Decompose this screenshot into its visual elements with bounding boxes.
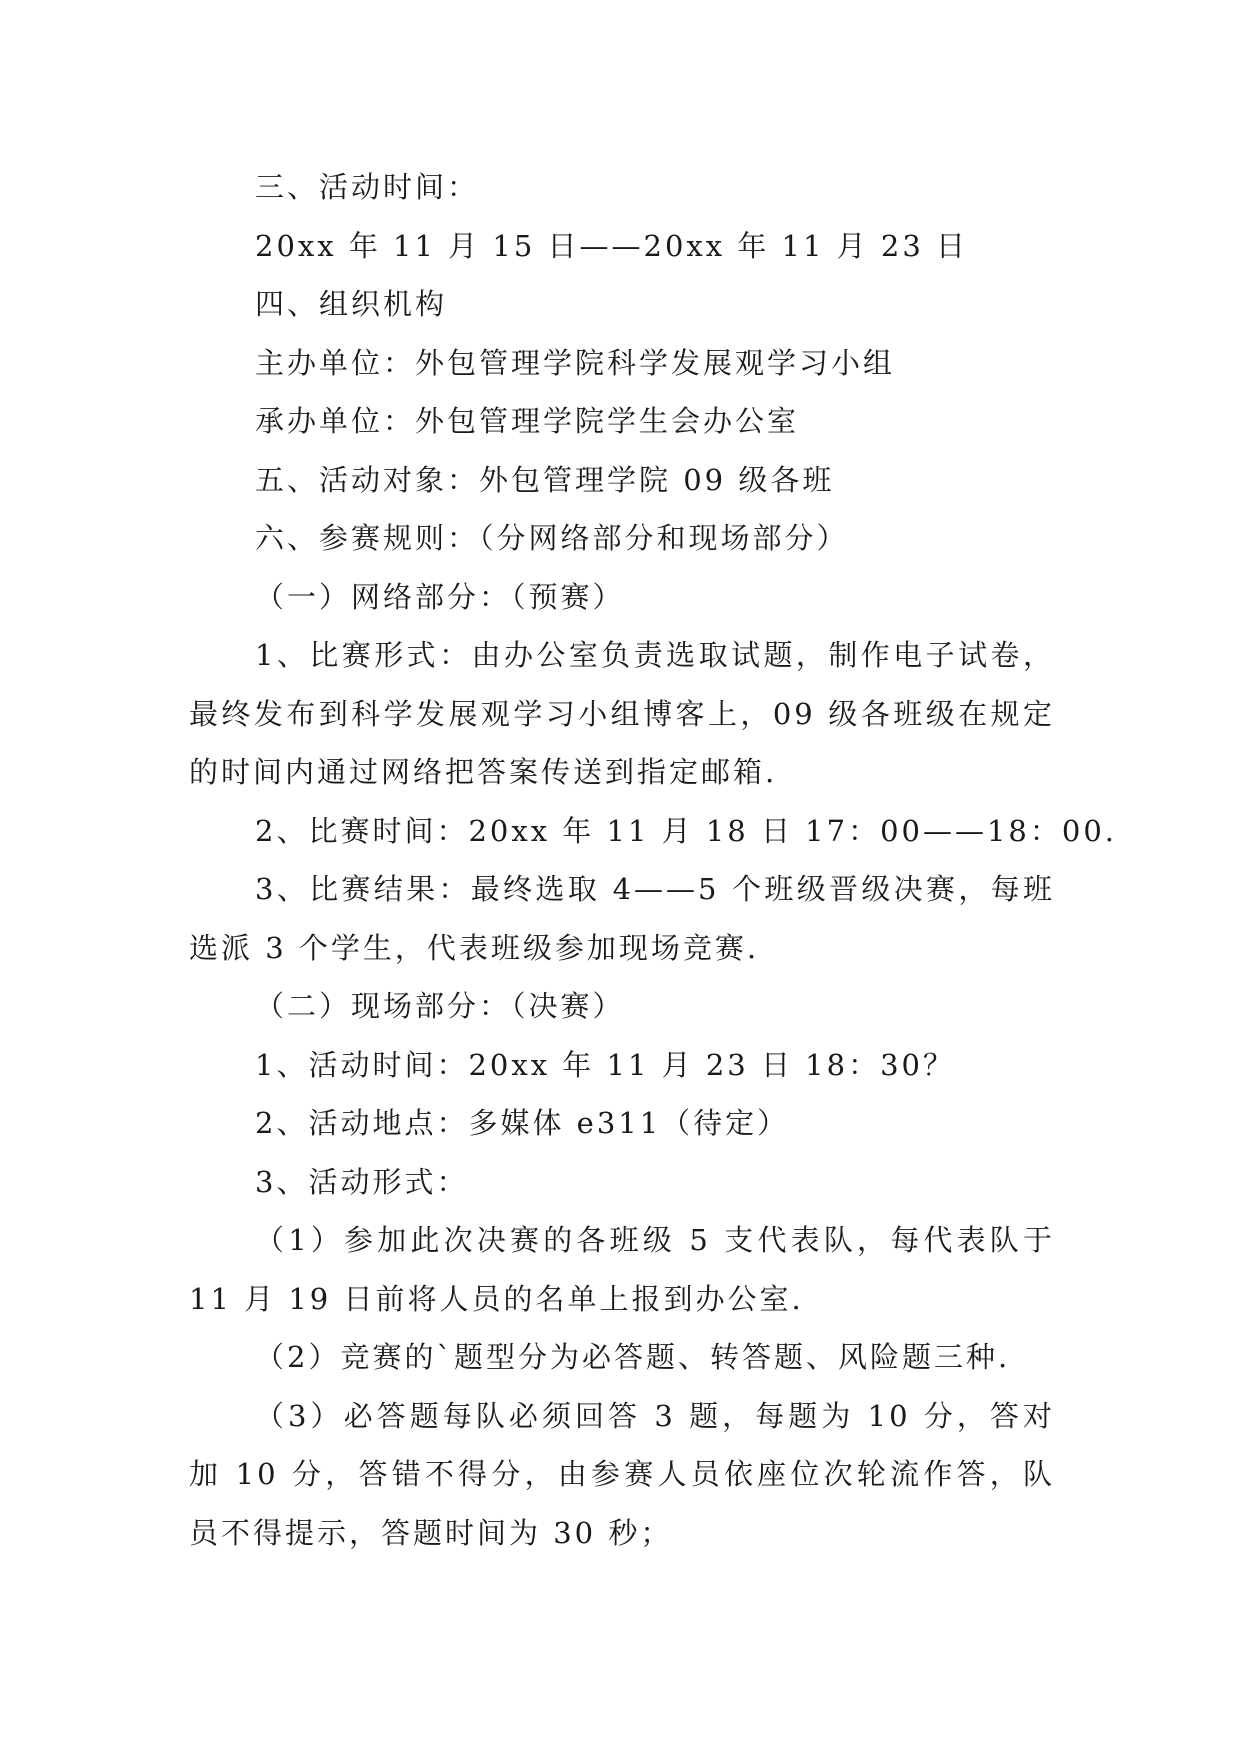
heading-activity-time: 三、活动时间： [255,170,480,204]
onsite-form-line: 3、活动形式： [255,1164,469,1199]
organizer-line: 主办单位：外包管理学院科学发展观学习小组 [255,345,896,380]
onsite-place-line: 2、活动地点：多媒体 e311（待定） [255,1106,790,1140]
paragraph-rule-3: （3）必答题每队必须回答 3 题，每题为 10 分，答对加 10 分，答错不得分，由参赛人员依座位次轮流作答，队员不得提示，答题时间为 30 秒； [189,1398,1055,1550]
document-body [189,158,1117,1562]
competition-time-line: 2、比赛时间：20xx 年 11 月 18 日 17：00——18：00. [255,813,1117,848]
rule-2-line: （2）竞赛的`题型分为必答题、转答题、风险题三种. [255,1340,1011,1374]
paragraph-competition-result: 3、比赛结果：最终选取 4——5 个班级晋级决赛，每班选派 3 个学生，代表班级参加现场竞赛. [189,872,1055,965]
co-organizer-line: 承办单位：外包管理学院学生会办公室 [255,404,800,438]
paragraph-rule-1: （1）参加此次决赛的各班级 5 支代表队，每代表队于 11 月 19 日前将人员的名单上报到办公室. [189,1223,1055,1316]
heading-organization: 四、组织机构 [255,287,448,321]
onsite-time-line: 1、活动时间：20xx 年 11 月 23 日 18：30？ [255,1047,955,1082]
activity-date-range: 20xx 年 11 月 15 日——20xx 年 11 月 23 日 [255,228,969,263]
heading-rules: 六、参赛规则：（分网络部分和现场部分） [255,521,849,555]
heading-activity-target: 五、活动对象：外包管理学院 09 级各班 [255,462,835,497]
subheading-online: （一）网络部分：（预赛） [255,579,625,614]
paragraph-competition-format: 1、比赛形式：由办公室负责选取试题，制作电子试卷，最终发布到科学发展观学习小组博客上，09 级各班级在规定的时间内通过网络把答案传送到指定邮箱. [189,638,1055,789]
subheading-onsite: （二）现场部分：（决赛） [255,989,625,1023]
